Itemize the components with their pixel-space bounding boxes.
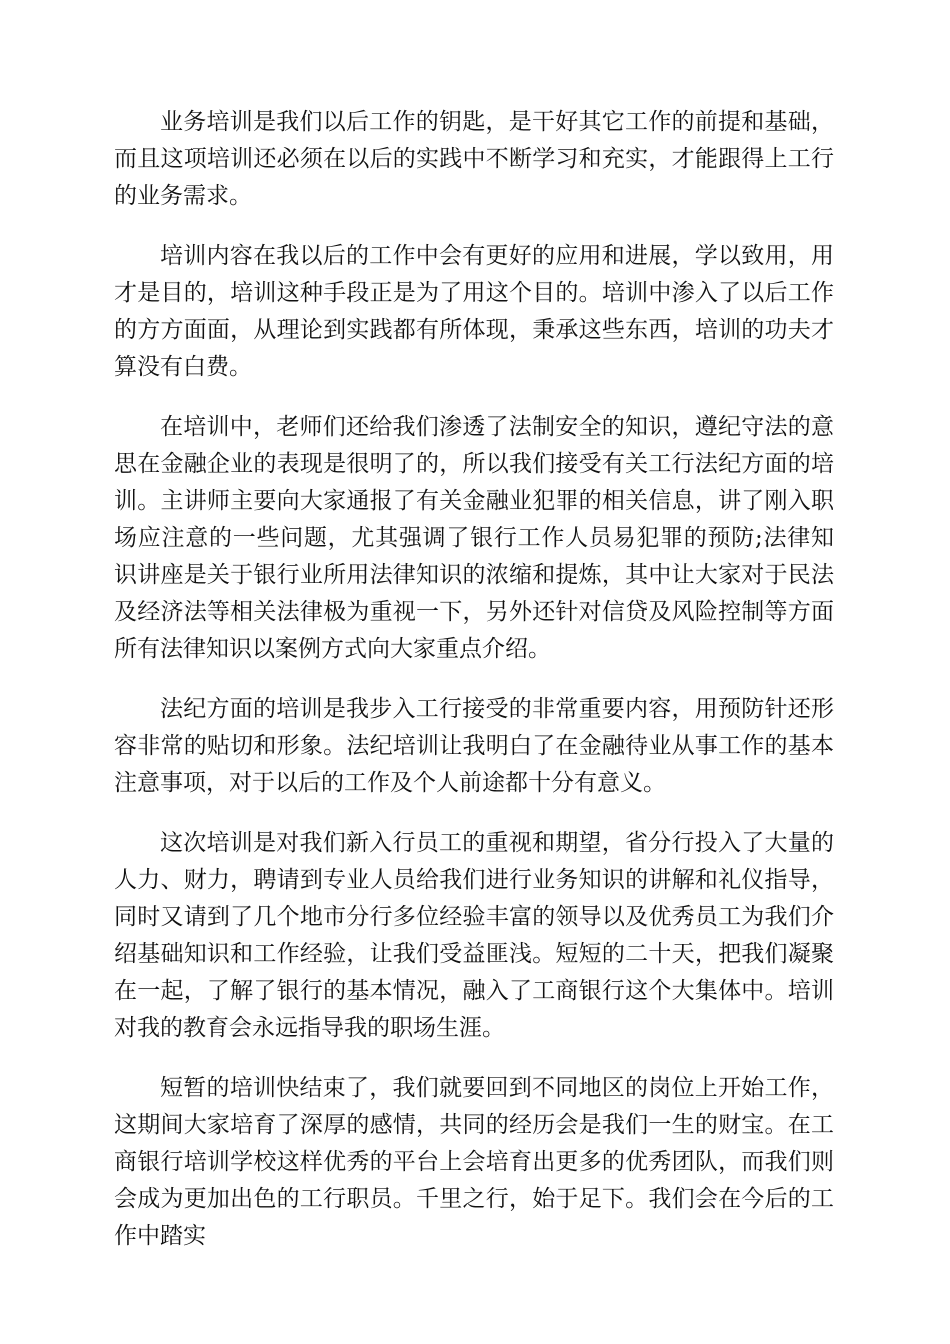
paragraph-4: 法纪方面的培训是我步入工行接受的非常重要内容，用预防针还形容非常的贴切和形象。法纪培训让我明白了在金融待业从事工作的基本注意事项，对于以后的工作及个人前途都十分有意义。 xyxy=(114,696,834,796)
paragraph-5: 这次培训是对我们新入行员工的重视和期望，省分行投入了大量的人力、财力，聘请到专业人员给我们进行业务知识的讲解和礼仪指导，同时又请到了几个地市分行多位经验丰富的领导以及优秀员工为我们介绍基础知识和工作经验，让我们受益匪浅。短短的二十天，把我们凝聚在一起，了解了银行的基本情况，融入了工商银行这个大集体中。培训对我的教育会永远指导我的职场生涯。 xyxy=(114,830,834,1041)
paragraph-1: 业务培训是我们以后工作的钥匙，是干好其它工作的前提和基础，而且这项培训还必须在以后的实践中不断学习和充实，才能跟得上工行的业务需求。 xyxy=(114,109,834,209)
document-body xyxy=(114,104,834,1278)
paragraph-6: 短暂的培训快结束了，我们就要回到不同地区的岗位上开始工作，这期间大家培育了深厚的感情，共同的经历会是我们一生的财宝。在工商银行培训学校这样优秀的平台上会培育出更多的优秀团队，而我们则会成为更加出色的工行职员。千里之行，始于足下。我们会在今后的工作中踏实 xyxy=(114,1075,834,1249)
paragraph-3: 在培训中，老师们还给我们渗透了法制安全的知识，遵纪守法的意思在金融企业的表现是很明了的，所以我们接受有关工行法纪方面的培训。主讲师主要向大家通报了有关金融业犯罪的相关信息，讲了刚入职场应注意的一些问题，尤其强调了银行工作人员易犯罪的预防;法律知识讲座是关于银行业所用法律知识的浓缩和提炼，其中让大家对于民法及经济法等相关法律极为重视一下，另外还针对信贷及风险控制等方面所有法律知识以案例方式向大家重点介绍。 xyxy=(114,414,834,662)
paragraph-2: 培训内容在我以后的工作中会有更好的应用和进展，学以致用，用才是目的，培训这种手段正是为了用这个目的。培训中渗入了以后工作的方方面面，从理论到实践都有所体现，秉承这些东西，培训的功夫才算没有白费。 xyxy=(114,243,834,380)
